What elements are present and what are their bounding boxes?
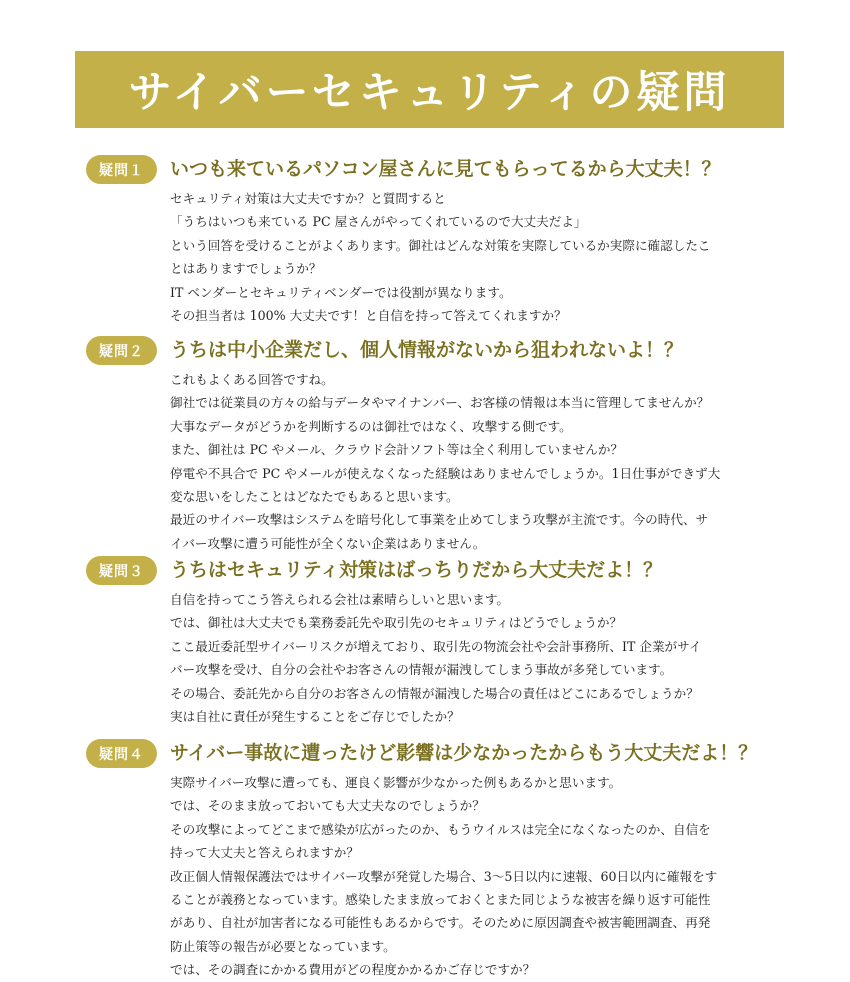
body-line: 実は自社に責任が発生することをご存じでしたか？ (170, 709, 460, 725)
body-line: という回答を受けることがよくあります。御社はどんな対策を実際しているか実際に確認したこ (170, 237, 711, 253)
question-title: いつも来ているパソコン屋さんに見てもらってるから大丈夫！？ (170, 158, 721, 180)
body-line: 防止策等の報告が必要となっています。 (170, 938, 396, 954)
body-line: ここ最近委託型サイバーリスクが増えており、取引先の物流会社や会計事務所、IT 企業がサイ (170, 638, 702, 654)
question-badge: 疑問４ (86, 739, 157, 768)
body-line: その攻撃によってどこまで感染が広がったのか、もうウイルスは完全になくなったのか、自信を (170, 821, 711, 837)
question-body (170, 588, 778, 728)
body-line: その場合、委託先から自分のお客さんの情報が漏洩した場合の責任はどこにあるでしょうか？ (170, 685, 699, 701)
body-line: イバー攻撃に遭う可能性が全くない企業はありません。 (170, 535, 486, 551)
body-line: 変な思いをしたことはどなたでもあると思います。 (170, 489, 459, 505)
body-line: 最近のサイバー攻撃はシステムを暗号化して事業を止めてしまう攻撃が主流です。今の時代、サ (170, 512, 709, 528)
body-line: 大事なデータがどうかを判断するのは御社ではなく、攻撃する側です。 (170, 418, 572, 434)
body-line: バー攻撃を受け、自分の会社やお客さんの情報が漏洩してしまう事故が多発しています。 (170, 662, 673, 678)
body-line: では、そのまま放っておいても大丈夫なのでしょうか？ (170, 798, 485, 814)
body-line: セキュリティ対策は大丈夫ですか？と質問すると (170, 191, 446, 206)
body-line: とはありますでしょうか？ (170, 261, 322, 277)
body-line: また、御社は PC やメール、クラウド会計ソフト等は全く利用していませんか？ (170, 442, 624, 458)
body-line: 御社では従業員の方々の給与データやマイナンバー、お客様の情報は本当に管理してませんか？ (170, 395, 710, 411)
body-line: IT ベンダーとセキュリティベンダーでは役割が異なります。 (170, 284, 512, 300)
question-body (170, 771, 778, 982)
body-line: その担当者は 100% 大丈夫です！と自信を持って答えてくれますか？ (170, 308, 567, 324)
body-line: では、その調査にかかる費用がどの程度かかるかご存じですか？ (170, 962, 536, 978)
question-body (170, 187, 778, 327)
question-badge: 疑問１ (86, 155, 157, 184)
body-line: これもよくある回答ですね。 (170, 372, 334, 387)
body-line: があり、自社が加害者になる可能性もあるからです。そのために原因調査や被害範囲調査、再発 (170, 915, 711, 931)
body-line: 停電や不具合で PC やメールが使えなくなった経験はありませんでしょうか。1日仕事ができず大 (170, 465, 721, 481)
page-title: サイバーセキュリティの疑問 (128, 68, 731, 118)
question-title: サイバー事故に遭ったけど影響は少なかったからもう大丈夫だよ！？ (170, 742, 758, 764)
title-banner (75, 51, 784, 128)
question-badge: 疑問２ (86, 336, 157, 365)
body-line: 実際サイバー攻撃に遭っても、運良く影響が少なかった例もあるかと思います。 (170, 775, 622, 790)
body-line: ることが義務となっています。感染したまま放っておくとまた同じような被害を繰り返す可能性 (170, 892, 711, 908)
question-title: うちは中小企業だし、個人情報がないから狙われないよ！？ (170, 339, 684, 361)
question-title: うちはセキュリティ対策はばっちりだから大丈夫だよ！？ (170, 559, 663, 581)
body-line: 自信を持ってこう答えられる会社は素晴らしいと思います。 (170, 592, 510, 607)
body-line: では、御社は大丈夫でも業務委託先や取引先のセキュリティはどうでしょうか？ (170, 615, 623, 631)
body-line: 改正個人情報保護法ではサイバー攻撃が発覚した場合、3〜5日以内に速報、60日以内に確報をす (170, 868, 718, 884)
question-body (170, 368, 778, 555)
question-badge: 疑問３ (86, 556, 157, 585)
body-line: 「うちはいつも来ている PC 屋さんがやってくれているので大丈夫だよ」 (170, 214, 587, 230)
body-line: 持って大丈夫と答えられますか？ (170, 845, 359, 861)
